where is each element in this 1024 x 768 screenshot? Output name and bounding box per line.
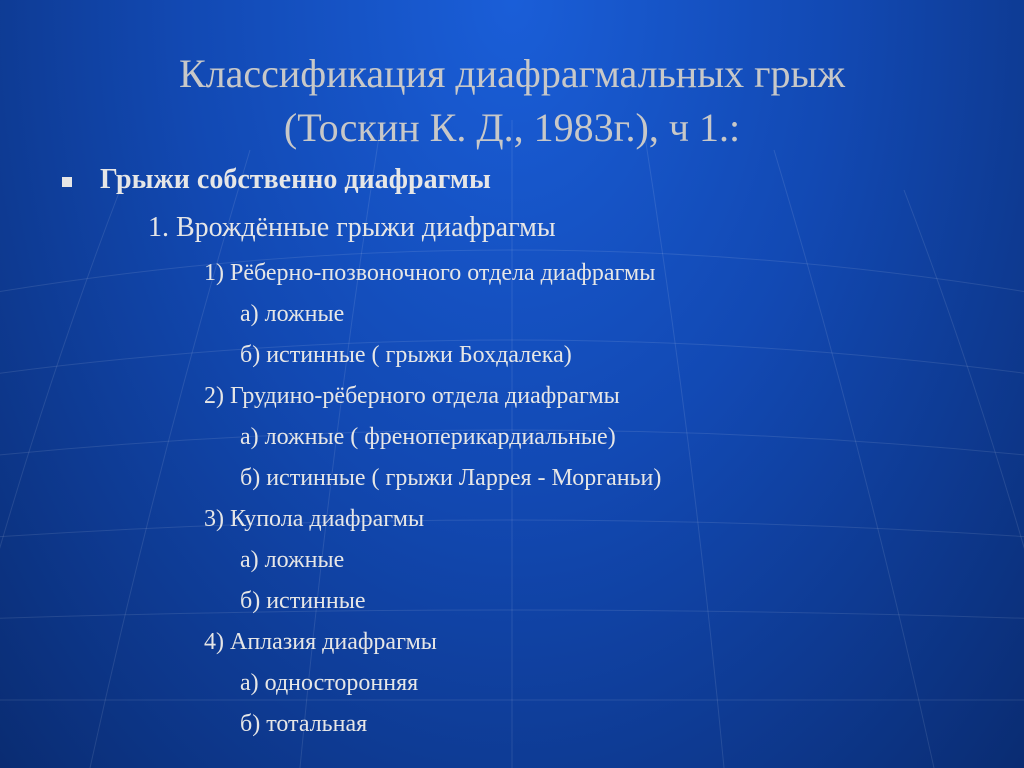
square-bullet-icon [62, 177, 72, 187]
group-2-item-a: а) ложные ( френоперикардиальные) [240, 424, 616, 450]
subheading: 1. Врождённые грыжи диафрагмы [148, 212, 556, 243]
group-3-item-a: а) ложные [240, 547, 345, 573]
group-2-item-b: б) истинные ( грыжи Ларрея - Морганьи) [240, 465, 662, 491]
group-1-label: 1) Рёберно-позвоночного отдела диафрагмы [204, 260, 656, 286]
group-2-label: 2) Грудино-рёберного отдела диафрагмы [204, 383, 620, 409]
bullet-heading: Грыжи собственно диафрагмы [100, 164, 491, 195]
group-1-item-b: б) истинные ( грыжи Бохдалека) [240, 342, 572, 368]
group-3-label: 3) Купола диафрагмы [204, 506, 425, 532]
slide-title-line-1: Классификация диафрагмальных грыж [178, 51, 846, 96]
group-4-item-a: а) односторонняя [240, 670, 419, 696]
group-3-item-b: б) истинные [240, 588, 366, 614]
group-4-item-b: б) тотальная [240, 711, 368, 737]
group-1-item-a: а) ложные [240, 301, 345, 327]
group-4-label: 4) Аплазия диафрагмы [204, 629, 437, 655]
slide-title-line-2: (Тоскин К. Д., 1983г.), ч 1.: [283, 105, 741, 150]
